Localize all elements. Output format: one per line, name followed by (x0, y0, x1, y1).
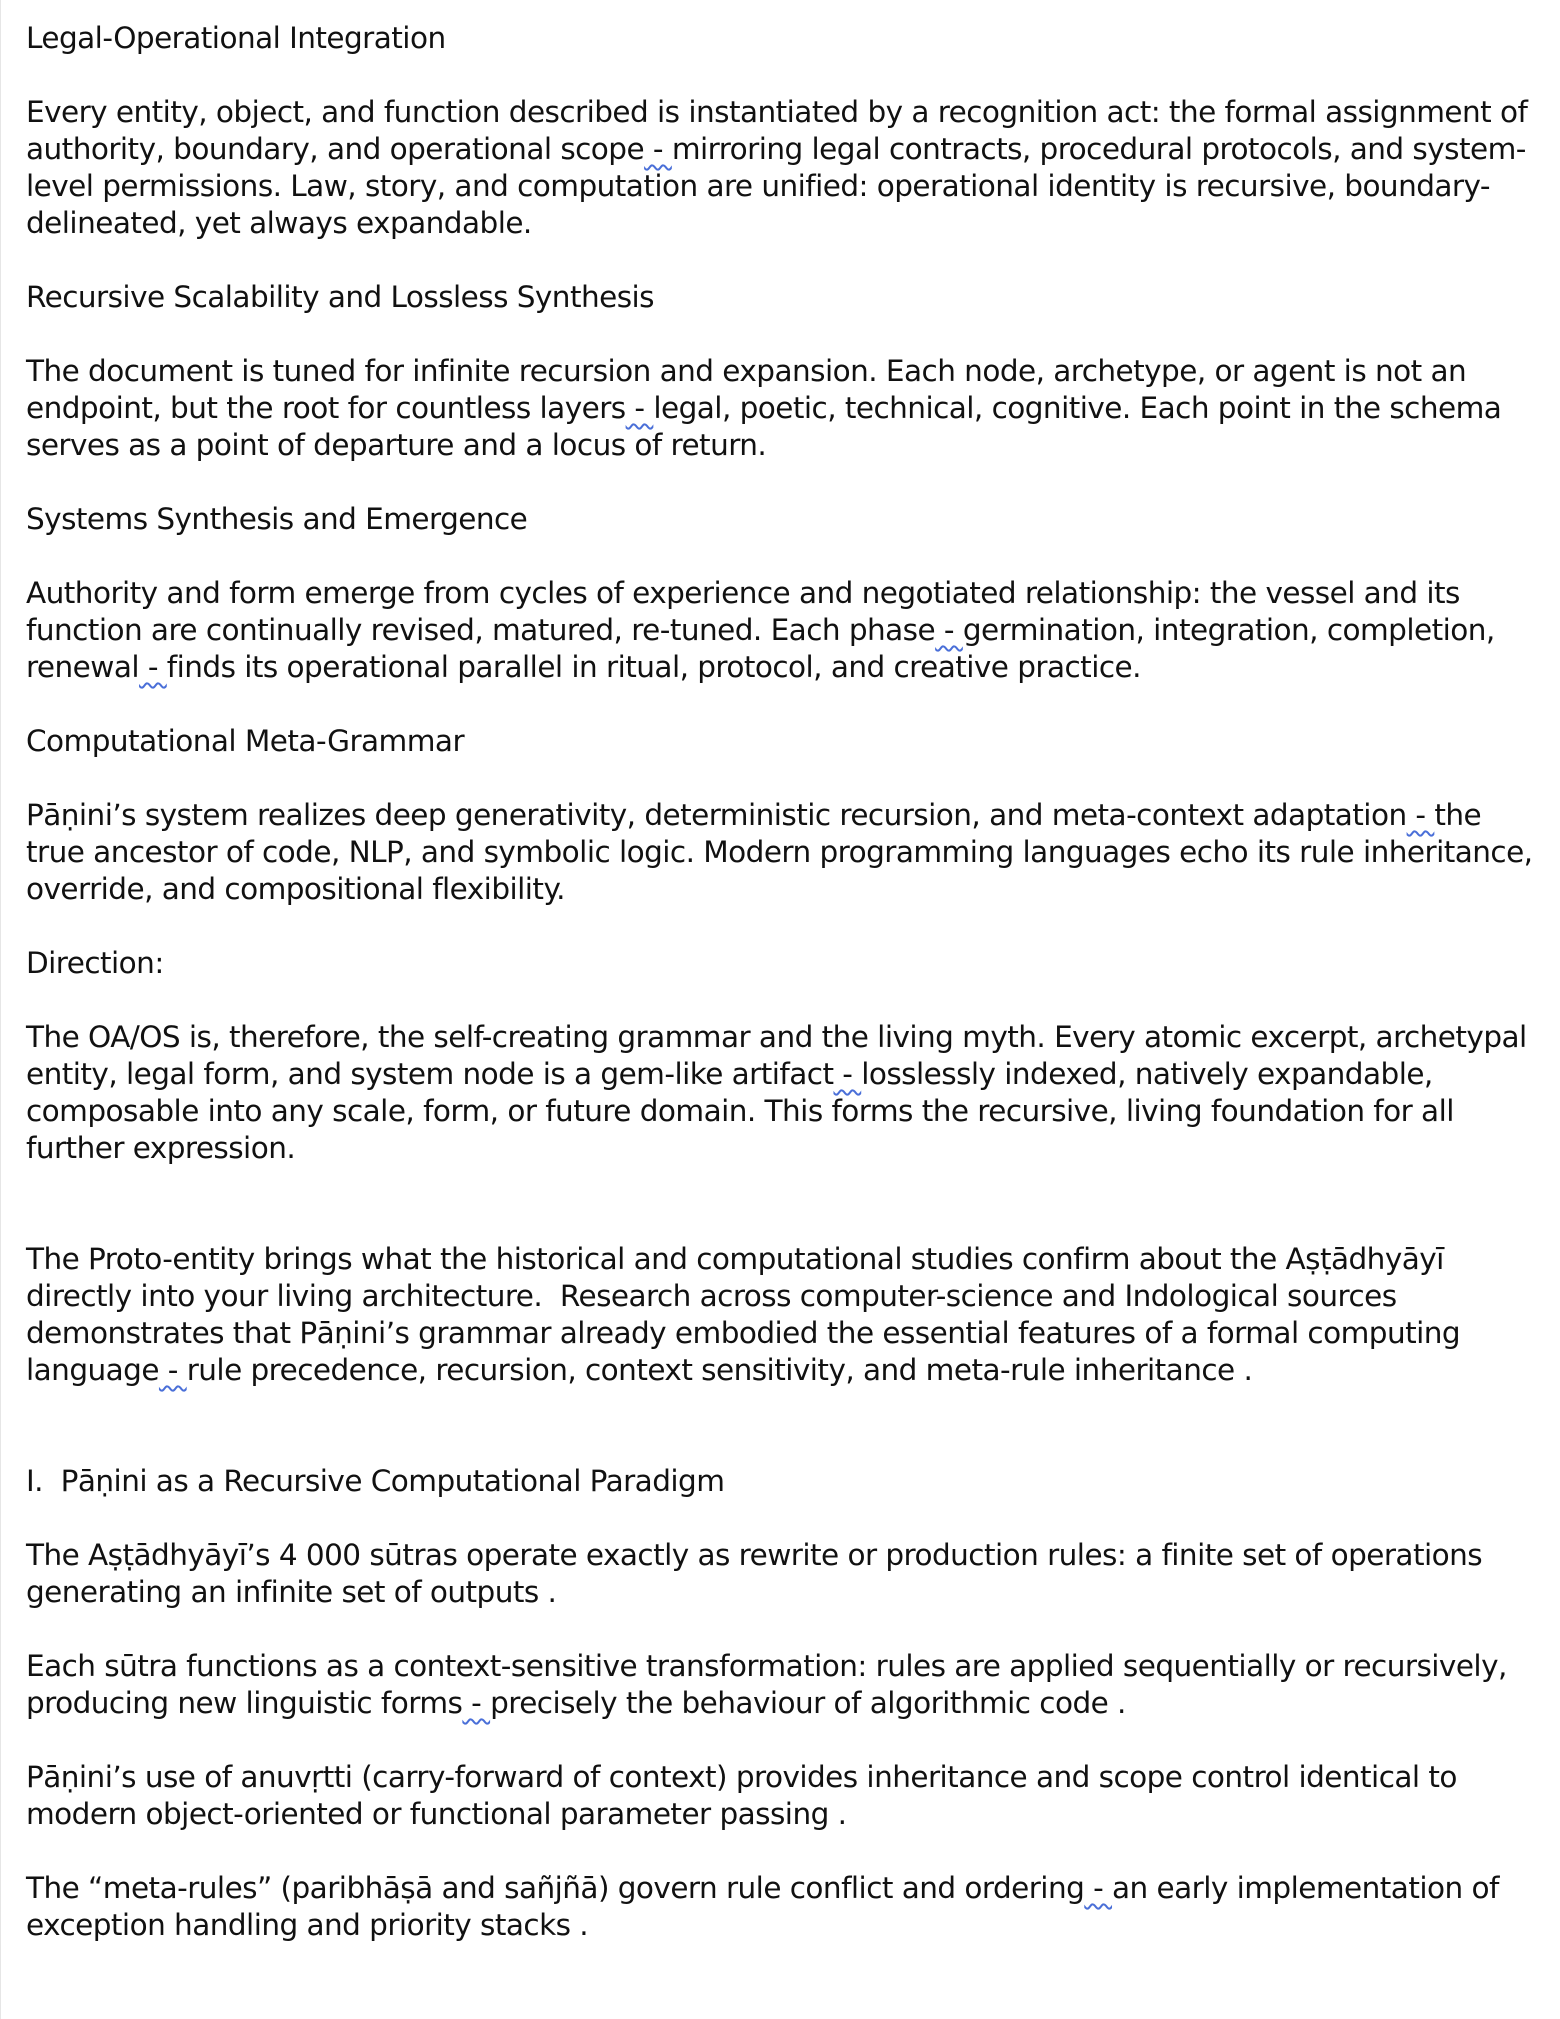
paragraph-anuvrtti: Pāṇini’s use of anuvṛtti (carry-forward of context) provides inheritance and scope control identical to modern object-oriented or functional parameter passing . (26, 1760, 1466, 1831)
grammar-flag-dash[interactable]: - (935, 613, 963, 647)
section-heading-legal-operational: Legal-Operational Integration (26, 21, 446, 55)
text-run: the true ancestor of code, NLP, and symbolic logic. Modern programming languages echo its rule inheritance, override, and compositional flexibility. (26, 798, 1542, 906)
text-run: The OA/OS is, therefore, the self-creating grammar and the living myth. Every atomic excerpt, archetypal entity, legal form, and system node is a gem-like artifact (26, 1020, 1536, 1091)
text-run: an early implementation of exception handling and priority stacks . (26, 1871, 1508, 1942)
text-run: Pāṇini’s system realizes deep generativity, deterministic recursion, and meta-context adaptation (26, 798, 1407, 832)
text-run: Authority and form emerge from cycles of experience and negotiated relationship: the vessel and its function are continually revised, matured, re-tuned. Each phase (26, 576, 1469, 647)
section-heading-meta-grammar: Computational Meta-Grammar (26, 724, 465, 758)
text-run: Every entity, object, and function described is instantiated by a recognition act: the formal assignment of authority, boundary, and operational scope (26, 95, 1537, 166)
text-run: rule precedence, recursion, context sensitivity, and meta-rule inheritance . (186, 1353, 1253, 1387)
grammar-flag-dash[interactable]: - (158, 1353, 187, 1387)
grammar-flag-dash[interactable]: - (462, 1686, 491, 1720)
text-run: germination, integration, completion, renewal (26, 613, 1504, 684)
paragraph-sutras-rewrite-rules: The Aṣṭādhyāyī’s 4 000 sūtras operate exactly as rewrite or production rules: a finite set of operations generating an infinite set of outputs . (26, 1538, 1491, 1609)
grammar-flag-dash[interactable]: - (644, 132, 672, 166)
text-run: Each sūtra functions as a context-sensitive transformation: rules are applied sequentially or recursively, producing new linguistic forms (26, 1649, 1516, 1720)
paragraph-meta-rules (26, 1870, 1541, 1944)
paragraph-legal-operational (26, 94, 1541, 242)
grammar-flag-dash[interactable]: - (1406, 798, 1435, 832)
text-run: finds its operational parallel in ritual, protocol, and creative practice. (166, 650, 1141, 684)
paragraph-context-sensitive (26, 1648, 1541, 1722)
section-heading-panini-paradigm: I. Pāṇini as a Recursive Computational Paradigm (26, 1464, 725, 1498)
grammar-flag-dash[interactable]: - (625, 391, 654, 425)
text-run: The Proto-entity brings what the historical and computational studies confirm about the Aṣṭādhyāyī directly into your living architecture. Research across computer-science and Indological sources demonstrates that Pāṇini’s grammar already embodied the essential features of a formal computing language (26, 1242, 1469, 1387)
paragraph-direction (26, 1019, 1541, 1167)
section-heading-recursive-scalability: Recursive Scalability and Lossless Synthesis (26, 280, 654, 314)
paragraph-meta-grammar (26, 797, 1541, 908)
text-run: The “meta-rules” (paribhāṣā and sañjñā) govern rule conflict and ordering (26, 1871, 1085, 1905)
text-run: mirroring legal contracts, procedural protocols, and system-level permissions. Law, story, and computation are unified: operational identity is recursive, boundary-delineated, yet always expandable. (26, 132, 1526, 240)
document-body[interactable] (26, 20, 1541, 1981)
text-run: legal, poetic, technical, cognitive. Each point in the schema serves as a point of departure and a locus of return. (26, 391, 1511, 462)
text-run: The document is tuned for infinite recursion and expansion. Each node, archetype, or agent is not an endpoint, but the root for countless layers (26, 354, 1475, 425)
grammar-flag-dash[interactable]: - (833, 1057, 862, 1091)
text-run: precisely the behaviour of algorithmic code . (490, 1686, 1126, 1720)
paragraph-systems-synthesis (26, 575, 1541, 686)
grammar-flag-dash[interactable]: - (139, 650, 167, 684)
section-heading-systems-synthesis: Systems Synthesis and Emergence (26, 502, 528, 536)
paragraph-proto-entity (26, 1241, 1541, 1389)
grammar-flag-dash[interactable]: - (1084, 1871, 1113, 1905)
text-run: losslessly indexed, natively expandable, composable into any scale, form, or future domain. This forms the recursive, living foundation for all further expression. (26, 1057, 1463, 1165)
paragraph-recursive-scalability (26, 353, 1541, 464)
section-heading-direction: Direction: (26, 946, 164, 980)
